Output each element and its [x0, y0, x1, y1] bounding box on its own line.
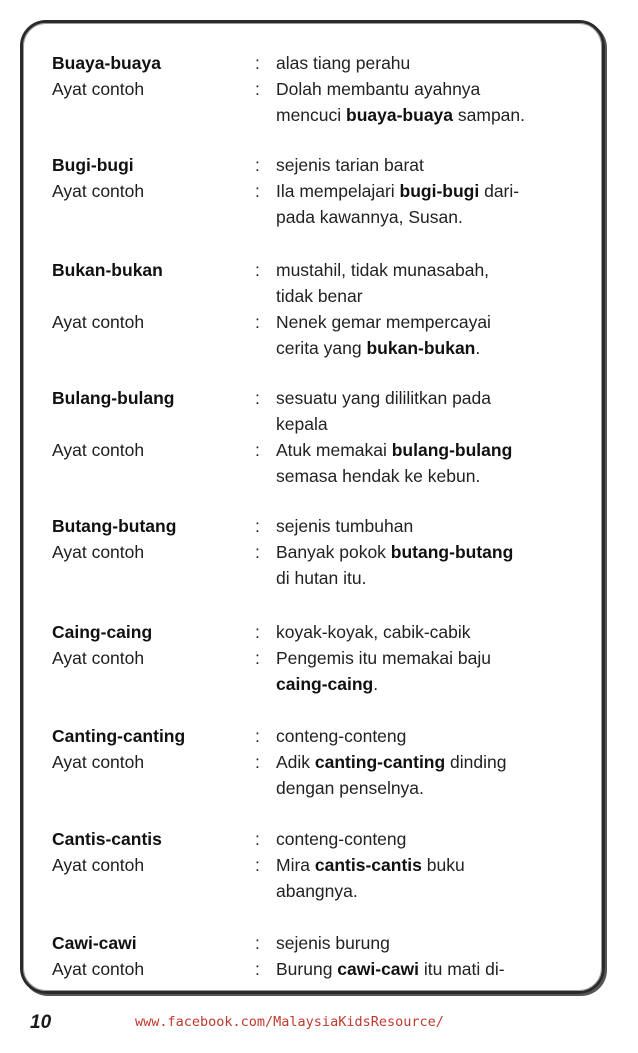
meaning-text: tidak benar	[276, 286, 363, 306]
colon-separator: :	[255, 516, 260, 536]
example-label: Ayat contoh	[52, 959, 145, 979]
colon-separator: :	[255, 53, 260, 73]
colon-separator: :	[255, 542, 260, 562]
colon-separator: :	[255, 648, 260, 668]
example-text: Banyak pokok butang-butang	[276, 542, 514, 562]
example-text: Ila mempelajari bugi-bugi dari-	[276, 181, 520, 201]
example-line	[0, 335, 638, 361]
meaning-line	[0, 152, 638, 178]
example-highlight: cawi-cawi	[337, 959, 420, 979]
colon-separator: :	[255, 855, 260, 875]
colon-separator: :	[255, 752, 260, 772]
dictionary-entry	[0, 723, 638, 801]
example-text: Dolah membantu ayahnya	[276, 79, 481, 99]
example-line	[0, 671, 638, 697]
meaning-line	[0, 385, 638, 411]
colon-separator: :	[255, 622, 260, 642]
meaning-text: sejenis tumbuhan	[276, 516, 414, 536]
meaning-text: conteng-conteng	[276, 726, 407, 746]
example-line	[0, 852, 638, 878]
colon-separator: :	[255, 959, 260, 979]
example-label: Ayat contoh	[52, 855, 145, 875]
example-line	[0, 309, 638, 335]
entry-term: Buaya-buaya	[52, 53, 161, 73]
meaning-text: kepala	[276, 414, 328, 434]
example-line	[0, 539, 638, 565]
example-text: cerita yang bukan-bukan.	[276, 338, 481, 358]
example-highlight: bukan-bukan	[366, 338, 476, 358]
colon-separator: :	[255, 181, 260, 201]
meaning-line	[0, 411, 638, 437]
example-line	[0, 775, 638, 801]
meaning-text: alas tiang perahu	[276, 53, 411, 73]
entry-term: Bugi-bugi	[52, 155, 134, 175]
example-highlight: bulang-bulang	[391, 440, 513, 460]
meaning-line	[0, 723, 638, 749]
meaning-text: conteng-conteng	[276, 829, 407, 849]
example-text: Nenek gemar mempercayai	[276, 312, 491, 332]
example-highlight: buaya-buaya	[346, 105, 454, 125]
example-label: Ayat contoh	[52, 79, 145, 99]
dictionary-entry	[0, 513, 638, 591]
colon-separator: :	[255, 260, 260, 280]
colon-separator: :	[255, 440, 260, 460]
example-label: Ayat contoh	[52, 312, 145, 332]
meaning-line	[0, 513, 638, 539]
meaning-line	[0, 257, 638, 283]
example-text: Burung cawi-cawi itu mati di-	[276, 959, 505, 979]
example-line	[0, 204, 638, 230]
meaning-line	[0, 826, 638, 852]
entry-term: Bulang-bulang	[52, 388, 175, 408]
example-text: semasa hendak ke kebun.	[276, 466, 481, 486]
meaning-text: sesuatu yang dililitkan pada	[276, 388, 492, 408]
example-text: Atuk memakai bulang-bulang	[276, 440, 513, 460]
colon-separator: :	[255, 312, 260, 332]
example-text: Adik canting-canting dinding	[276, 752, 507, 772]
dictionary-entry	[0, 385, 638, 489]
example-text: dengan penselnya.	[276, 778, 424, 798]
meaning-line	[0, 283, 638, 309]
entry-term: Butang-butang	[52, 516, 177, 536]
meaning-line	[0, 619, 638, 645]
example-label: Ayat contoh	[52, 648, 145, 668]
dictionary-entry	[0, 826, 638, 904]
example-label: Ayat contoh	[52, 440, 145, 460]
entry-term: Cawi-cawi	[52, 933, 137, 953]
example-text: mencuci buaya-buaya sampan.	[276, 105, 525, 125]
footer-link[interactable]: www.facebook.com/MalaysiaKidsResource/	[135, 1014, 444, 1030]
example-highlight: bugi-bugi	[399, 181, 480, 201]
example-line	[0, 437, 638, 463]
example-text: pada kawannya, Susan.	[276, 207, 463, 227]
meaning-text: koyak-koyak, cabik-cabik	[276, 622, 471, 642]
colon-separator: :	[255, 388, 260, 408]
example-line	[0, 878, 638, 904]
entry-term: Caing-caing	[52, 622, 153, 642]
example-line	[0, 565, 638, 591]
meaning-line	[0, 930, 638, 956]
example-highlight: caing-caing	[276, 674, 374, 694]
example-label: Ayat contoh	[52, 542, 145, 562]
entry-term: Cantis-cantis	[52, 829, 162, 849]
page-number: 10	[30, 1012, 52, 1033]
meaning-text: sejenis burung	[276, 933, 390, 953]
example-text: caing-caing.	[276, 674, 379, 694]
example-highlight: cantis-cantis	[314, 855, 422, 875]
entry-term: Canting-canting	[52, 726, 186, 746]
example-line	[0, 178, 638, 204]
dictionary-entry	[0, 50, 638, 128]
dictionary-entry	[0, 930, 638, 982]
entry-term: Bukan-bukan	[52, 260, 163, 280]
dictionary-entry	[0, 619, 638, 697]
example-line	[0, 956, 638, 982]
dictionary-entry	[0, 257, 638, 361]
colon-separator: :	[255, 155, 260, 175]
example-label: Ayat contoh	[52, 752, 145, 772]
example-line	[0, 645, 638, 671]
colon-separator: :	[255, 829, 260, 849]
example-highlight: butang-butang	[390, 542, 514, 562]
example-text: di hutan itu.	[276, 568, 367, 588]
example-text: abangnya.	[276, 881, 358, 901]
example-label: Ayat contoh	[52, 181, 145, 201]
example-highlight: canting-canting	[314, 752, 446, 772]
meaning-line	[0, 50, 638, 76]
meaning-text: mustahil, tidak munasabah,	[276, 260, 490, 280]
example-text: Pengemis itu memakai baju	[276, 648, 491, 668]
example-line	[0, 102, 638, 128]
example-text: Mira cantis-cantis buku	[276, 855, 465, 875]
example-line	[0, 749, 638, 775]
colon-separator: :	[255, 79, 260, 99]
example-line	[0, 76, 638, 102]
dictionary-entry	[0, 152, 638, 230]
meaning-text: sejenis tarian barat	[276, 155, 424, 175]
example-line	[0, 463, 638, 489]
colon-separator: :	[255, 726, 260, 746]
colon-separator: :	[255, 933, 260, 953]
